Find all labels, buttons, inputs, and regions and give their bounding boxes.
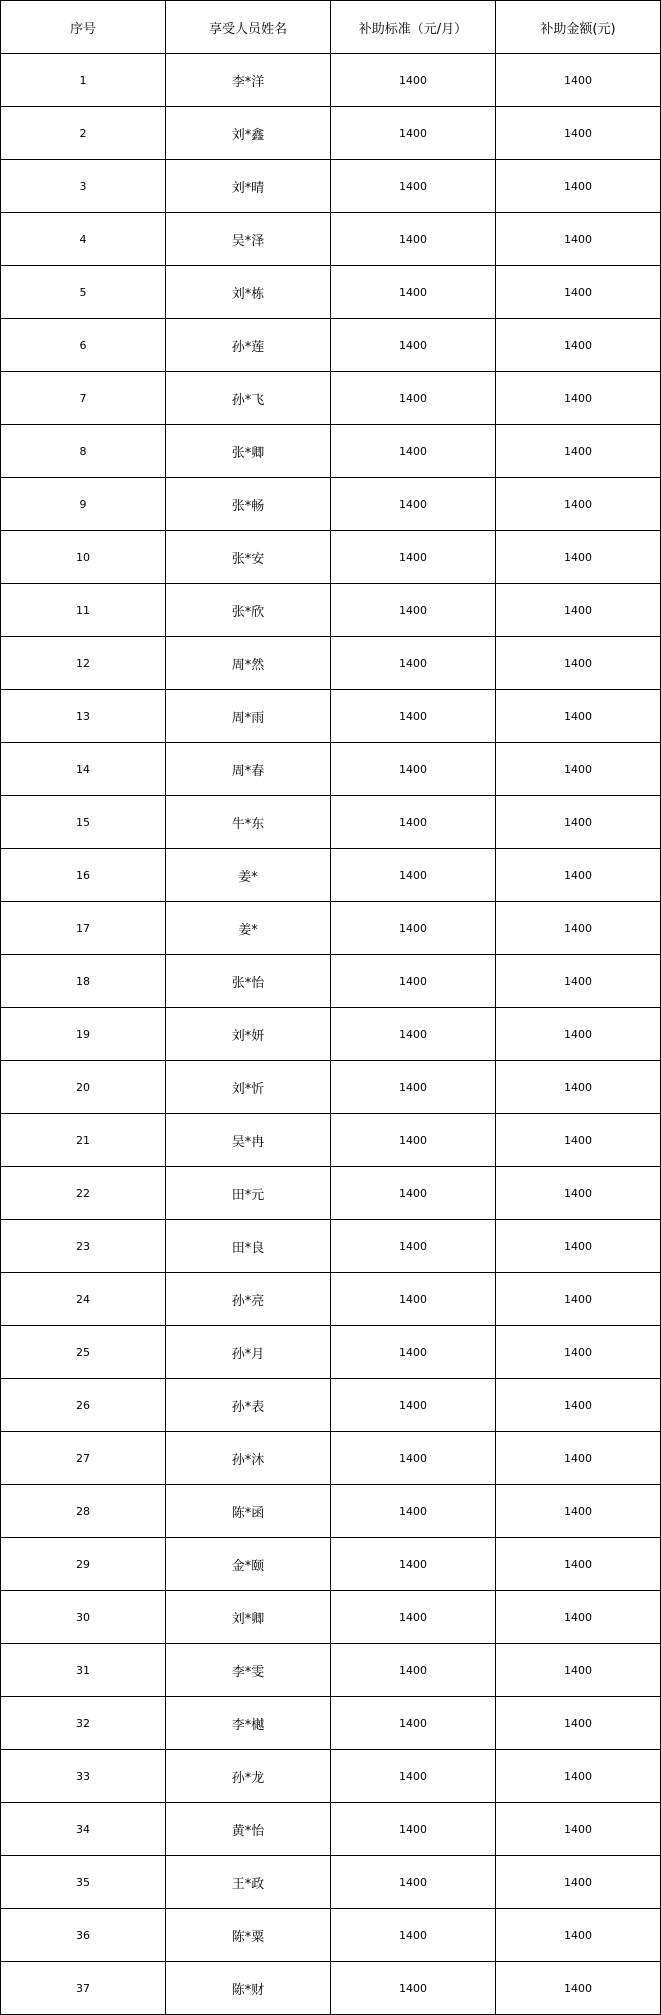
table-header: [1, 1, 661, 54]
serial-number-cell: 6: [1, 319, 166, 372]
table-row: [1, 1485, 661, 1538]
recipient-name-cell: 黄*怡: [166, 1803, 331, 1856]
subsidy-standard-cell: 1400: [331, 1379, 496, 1432]
recipient-name-cell: 张*安: [166, 531, 331, 584]
subsidy-standard-cell: 1400: [331, 955, 496, 1008]
recipient-name-cell: 周*然: [166, 637, 331, 690]
header-row: [1, 1, 661, 54]
subsidy-amount-cell: 1400: [496, 478, 661, 531]
serial-number-cell: 16: [1, 849, 166, 902]
recipient-name-cell: 李*樾: [166, 1697, 331, 1750]
recipient-name-cell: 田*良: [166, 1220, 331, 1273]
serial-number-cell: 28: [1, 1485, 166, 1538]
subsidy-standard-cell: 1400: [331, 160, 496, 213]
subsidy-amount-cell: 1400: [496, 1697, 661, 1750]
recipient-name-cell: 吴*泽: [166, 213, 331, 266]
header-serial-number: 序号: [1, 1, 166, 54]
subsidy-standard-cell: 1400: [331, 1061, 496, 1114]
subsidy-amount-cell: 1400: [496, 1856, 661, 1909]
table-row: [1, 1591, 661, 1644]
subsidy-amount-cell: 1400: [496, 266, 661, 319]
subsidy-standard-cell: 1400: [331, 425, 496, 478]
subsidy-amount-cell: 1400: [496, 213, 661, 266]
subsidy-standard-cell: 1400: [331, 1326, 496, 1379]
subsidy-amount-cell: 1400: [496, 955, 661, 1008]
subsidy-amount-cell: 1400: [496, 160, 661, 213]
header-recipient-name: 享受人员姓名: [166, 1, 331, 54]
table-row: [1, 1697, 661, 1750]
subsidy-amount-cell: 1400: [496, 1273, 661, 1326]
serial-number-cell: 12: [1, 637, 166, 690]
table-row: [1, 955, 661, 1008]
subsidy-standard-cell: 1400: [331, 1008, 496, 1061]
subsidy-amount-cell: 1400: [496, 319, 661, 372]
serial-number-cell: 23: [1, 1220, 166, 1273]
subsidy-standard-cell: 1400: [331, 213, 496, 266]
serial-number-cell: 3: [1, 160, 166, 213]
subsidy-amount-cell: 1400: [496, 743, 661, 796]
recipient-name-cell: 孙*莲: [166, 319, 331, 372]
subsidy-standard-cell: 1400: [331, 743, 496, 796]
subsidy-amount-cell: 1400: [496, 425, 661, 478]
subsidy-amount-cell: 1400: [496, 1008, 661, 1061]
table-row: [1, 1167, 661, 1220]
subsidy-amount-cell: 1400: [496, 372, 661, 425]
recipient-name-cell: 孙*龙: [166, 1750, 331, 1803]
subsidy-standard-cell: 1400: [331, 266, 496, 319]
subsidy-standard-cell: 1400: [331, 584, 496, 637]
table-row: [1, 690, 661, 743]
table-row: [1, 478, 661, 531]
serial-number-cell: 10: [1, 531, 166, 584]
serial-number-cell: 21: [1, 1114, 166, 1167]
subsidy-standard-cell: 1400: [331, 107, 496, 160]
recipient-name-cell: 吴*冉: [166, 1114, 331, 1167]
subsidy-amount-cell: 1400: [496, 584, 661, 637]
subsidy-amount-cell: 1400: [496, 1326, 661, 1379]
subsidy-standard-cell: 1400: [331, 1644, 496, 1697]
recipient-name-cell: 张*欣: [166, 584, 331, 637]
subsidy-amount-cell: 1400: [496, 1379, 661, 1432]
table-row: [1, 1803, 661, 1856]
recipient-name-cell: 陈*粟: [166, 1909, 331, 1962]
serial-number-cell: 17: [1, 902, 166, 955]
table-row: [1, 1273, 661, 1326]
serial-number-cell: 25: [1, 1326, 166, 1379]
subsidy-standard-cell: 1400: [331, 319, 496, 372]
subsidy-amount-cell: 1400: [496, 902, 661, 955]
subsidy-amount-cell: 1400: [496, 1750, 661, 1803]
serial-number-cell: 18: [1, 955, 166, 1008]
subsidy-amount-cell: 1400: [496, 1114, 661, 1167]
subsidy-amount-cell: 1400: [496, 1909, 661, 1962]
subsidy-standard-cell: 1400: [331, 1750, 496, 1803]
serial-number-cell: 19: [1, 1008, 166, 1061]
table-row: [1, 1008, 661, 1061]
table-row: [1, 1909, 661, 1962]
subsidy-amount-cell: 1400: [496, 849, 661, 902]
serial-number-cell: 29: [1, 1538, 166, 1591]
serial-number-cell: 9: [1, 478, 166, 531]
recipient-name-cell: 周*春: [166, 743, 331, 796]
subsidy-standard-cell: 1400: [331, 849, 496, 902]
recipient-name-cell: 陈*函: [166, 1485, 331, 1538]
serial-number-cell: 1: [1, 54, 166, 107]
table-row: [1, 1220, 661, 1273]
subsidy-standard-cell: 1400: [331, 796, 496, 849]
subsidy-standard-cell: 1400: [331, 531, 496, 584]
subsidy-standard-cell: 1400: [331, 54, 496, 107]
recipient-name-cell: 刘*忻: [166, 1061, 331, 1114]
table-row: [1, 54, 661, 107]
table-row: [1, 1856, 661, 1909]
serial-number-cell: 7: [1, 372, 166, 425]
table-row: [1, 1326, 661, 1379]
serial-number-cell: 33: [1, 1750, 166, 1803]
subsidy-standard-cell: 1400: [331, 690, 496, 743]
subsidy-standard-cell: 1400: [331, 478, 496, 531]
subsidy-standard-cell: 1400: [331, 1167, 496, 1220]
table-row: [1, 372, 661, 425]
table-row: [1, 1379, 661, 1432]
table-row: [1, 1432, 661, 1485]
table-row: [1, 1962, 661, 2015]
recipient-name-cell: 张*畅: [166, 478, 331, 531]
subsidy-standard-cell: 1400: [331, 1538, 496, 1591]
recipient-name-cell: 孙*月: [166, 1326, 331, 1379]
recipient-name-cell: 孙*沐: [166, 1432, 331, 1485]
table-body: [1, 54, 661, 2015]
header-subsidy-amount: 补助金额(元): [496, 1, 661, 54]
table-row: [1, 1061, 661, 1114]
serial-number-cell: 35: [1, 1856, 166, 1909]
subsidy-amount-cell: 1400: [496, 1644, 661, 1697]
table-row: [1, 1750, 661, 1803]
table-row: [1, 531, 661, 584]
subsidy-standard-cell: 1400: [331, 637, 496, 690]
subsidy-standard-cell: 1400: [331, 1485, 496, 1538]
table-row: [1, 637, 661, 690]
recipient-name-cell: 张*卿: [166, 425, 331, 478]
recipient-name-cell: 金*颐: [166, 1538, 331, 1591]
serial-number-cell: 24: [1, 1273, 166, 1326]
serial-number-cell: 37: [1, 1962, 166, 2015]
table-row: [1, 849, 661, 902]
table-row: [1, 1538, 661, 1591]
serial-number-cell: 13: [1, 690, 166, 743]
recipient-name-cell: 姜*: [166, 902, 331, 955]
serial-number-cell: 11: [1, 584, 166, 637]
serial-number-cell: 26: [1, 1379, 166, 1432]
subsidy-amount-cell: 1400: [496, 1485, 661, 1538]
serial-number-cell: 8: [1, 425, 166, 478]
recipient-name-cell: 王*政: [166, 1856, 331, 1909]
recipient-name-cell: 李*雯: [166, 1644, 331, 1697]
table-row: [1, 266, 661, 319]
table-row: [1, 1644, 661, 1697]
subsidy-amount-cell: 1400: [496, 1061, 661, 1114]
serial-number-cell: 34: [1, 1803, 166, 1856]
table-row: [1, 160, 661, 213]
recipient-name-cell: 周*雨: [166, 690, 331, 743]
table-row: [1, 319, 661, 372]
serial-number-cell: 4: [1, 213, 166, 266]
table-row: [1, 584, 661, 637]
subsidy-amount-cell: 1400: [496, 690, 661, 743]
recipient-name-cell: 田*元: [166, 1167, 331, 1220]
subsidy-amount-cell: 1400: [496, 1803, 661, 1856]
table-row: [1, 213, 661, 266]
subsidy-standard-cell: 1400: [331, 1591, 496, 1644]
subsidy-amount-cell: 1400: [496, 796, 661, 849]
recipient-name-cell: 刘*栋: [166, 266, 331, 319]
table-row: [1, 902, 661, 955]
subsidy-standard-cell: 1400: [331, 1909, 496, 1962]
recipient-name-cell: 刘*鑫: [166, 107, 331, 160]
serial-number-cell: 31: [1, 1644, 166, 1697]
subsidy-standard-cell: 1400: [331, 1220, 496, 1273]
serial-number-cell: 32: [1, 1697, 166, 1750]
subsidy-amount-cell: 1400: [496, 637, 661, 690]
serial-number-cell: 27: [1, 1432, 166, 1485]
serial-number-cell: 5: [1, 266, 166, 319]
table-row: [1, 425, 661, 478]
recipient-name-cell: 孙*亮: [166, 1273, 331, 1326]
serial-number-cell: 36: [1, 1909, 166, 1962]
recipient-name-cell: 孙*表: [166, 1379, 331, 1432]
recipient-name-cell: 姜*: [166, 849, 331, 902]
recipient-name-cell: 张*怡: [166, 955, 331, 1008]
serial-number-cell: 30: [1, 1591, 166, 1644]
table-row: [1, 1114, 661, 1167]
subsidy-standard-cell: 1400: [331, 1697, 496, 1750]
subsidy-amount-cell: 1400: [496, 531, 661, 584]
subsidy-standard-cell: 1400: [331, 1114, 496, 1167]
recipient-name-cell: 李*洋: [166, 54, 331, 107]
subsidy-standard-cell: 1400: [331, 902, 496, 955]
recipient-name-cell: 刘*妍: [166, 1008, 331, 1061]
recipient-name-cell: 刘*晴: [166, 160, 331, 213]
subsidy-amount-cell: 1400: [496, 54, 661, 107]
subsidy-amount-cell: 1400: [496, 1167, 661, 1220]
serial-number-cell: 2: [1, 107, 166, 160]
subsidy-standard-cell: 1400: [331, 372, 496, 425]
subsidy-amount-cell: 1400: [496, 1962, 661, 2015]
subsidy-amount-cell: 1400: [496, 107, 661, 160]
subsidy-amount-cell: 1400: [496, 1432, 661, 1485]
subsidy-standard-cell: 1400: [331, 1803, 496, 1856]
serial-number-cell: 20: [1, 1061, 166, 1114]
subsidy-amount-cell: 1400: [496, 1591, 661, 1644]
serial-number-cell: 22: [1, 1167, 166, 1220]
table-row: [1, 796, 661, 849]
serial-number-cell: 14: [1, 743, 166, 796]
header-subsidy-standard: 补助标准（元/月）: [331, 1, 496, 54]
subsidy-standard-cell: 1400: [331, 1273, 496, 1326]
recipient-name-cell: 孙*飞: [166, 372, 331, 425]
recipient-name-cell: 刘*卿: [166, 1591, 331, 1644]
table-row: [1, 107, 661, 160]
subsidy-standard-cell: 1400: [331, 1432, 496, 1485]
recipient-name-cell: 陈*财: [166, 1962, 331, 2015]
table-row: [1, 743, 661, 796]
subsidy-standard-cell: 1400: [331, 1962, 496, 2015]
subsidy-amount-cell: 1400: [496, 1538, 661, 1591]
serial-number-cell: 15: [1, 796, 166, 849]
recipient-name-cell: 牛*东: [166, 796, 331, 849]
subsidy-standard-cell: 1400: [331, 1856, 496, 1909]
subsidy-amount-cell: 1400: [496, 1220, 661, 1273]
